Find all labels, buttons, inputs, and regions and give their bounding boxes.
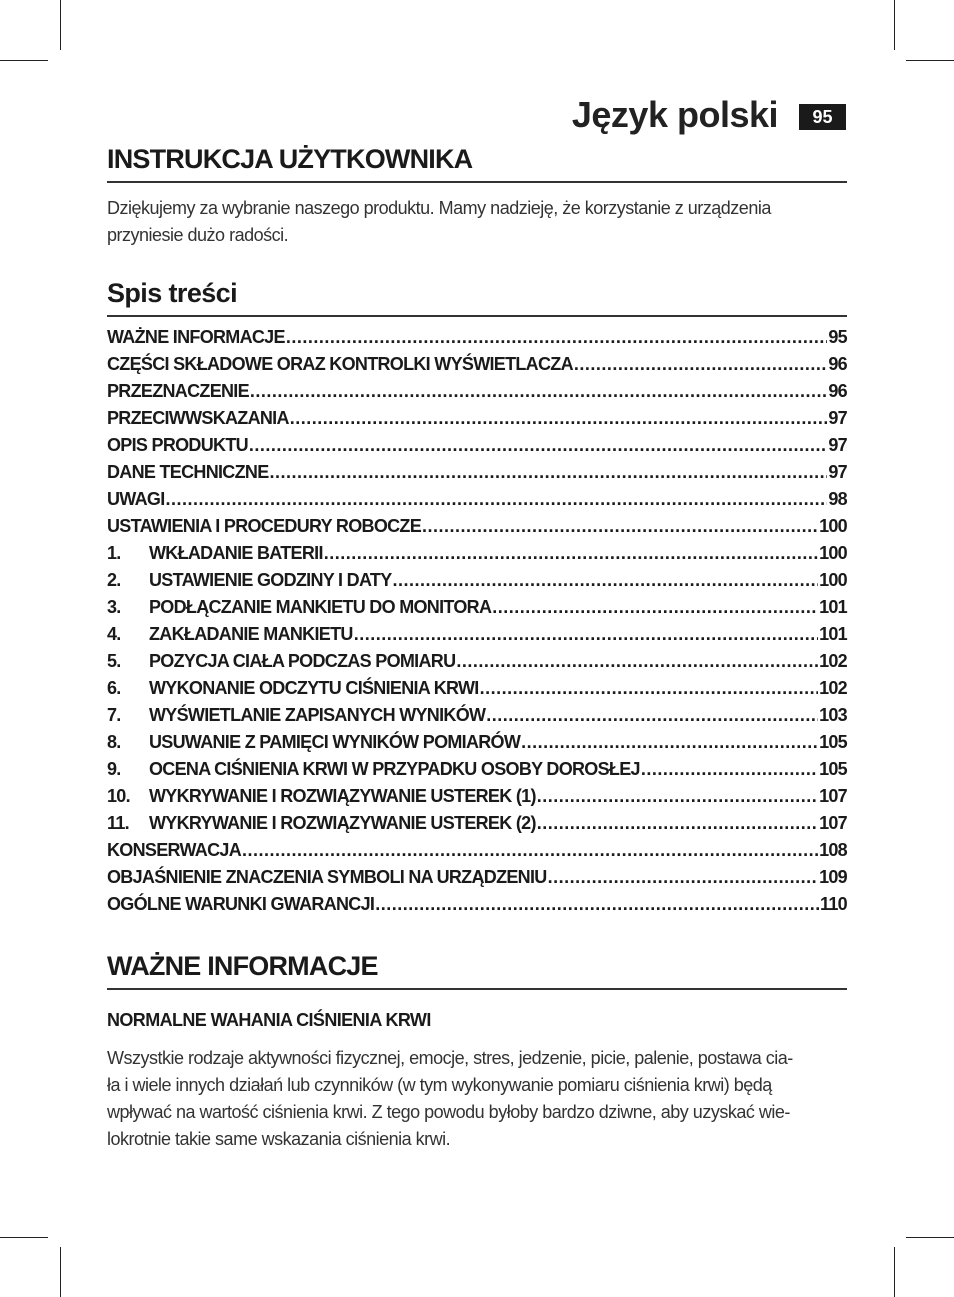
toc-entry-number: 7. [107, 705, 121, 725]
toc-entry-label: OCENA CIŚNIENIA KRWI W PRZYPADKU OSOBY DOROSŁEJ [149, 759, 640, 779]
toc-entry[interactable] [107, 651, 847, 678]
toc-dot-leader [574, 354, 828, 375]
toc-entry[interactable] [107, 786, 847, 813]
toc-entry-page: 102 [819, 651, 847, 671]
toc-section [107, 278, 847, 921]
toc-entry-label: WYKONANIE ODCZYTU CIŚNIENIA KRWI [149, 678, 479, 698]
toc-entry-label: OBJAŚNIENIE ZNACZENIA SYMBOLI NA URZĄDZENIU [107, 867, 547, 887]
toc-entry-number: 2. [107, 570, 121, 590]
toc-entry-label: USUWANIE Z PAMIĘCI WYNIKÓW POMIARÓW [149, 732, 521, 752]
crop-mark [906, 60, 954, 61]
toc-entry-page: 97 [828, 408, 847, 428]
intro-section [107, 144, 847, 249]
toc-entry-label: USTAWIENIA I PROCEDURY ROBOCZE [107, 516, 422, 536]
toc-entry-label: UWAGI [107, 489, 165, 509]
crop-mark [0, 60, 48, 61]
toc-entry-label: PRZECIWWSKAZANIA [107, 408, 289, 428]
toc-entry-number: 3. [107, 597, 121, 617]
toc-entry-label: CZĘŚCI SKŁADOWE ORAZ KONTROLKI WYŚWIETLACZA [107, 354, 573, 374]
toc-entry[interactable] [107, 435, 847, 462]
toc-dot-leader [456, 651, 818, 672]
important-title: WAŻNE INFORMACJE [107, 951, 847, 990]
toc-entry-label: POZYCJA CIAŁA PODCZAS POMIARU [149, 651, 456, 671]
important-paragraph [107, 1045, 847, 1153]
toc-entry-page: 95 [828, 327, 847, 347]
crop-mark [894, 1247, 895, 1297]
paragraph-line: wpływać na wartość ciśnienia krwi. Z tego powodu byłoby bardzo dziwne, aby uzyskać wie- [107, 1102, 790, 1122]
toc-entry-label: ZAKŁADANIE MANKIETU [149, 624, 353, 644]
toc-dot-leader [166, 489, 828, 510]
paragraph-line: lokrotnie takie same wskazania ciśnienia krwi. [107, 1129, 451, 1149]
toc-dot-leader [250, 381, 827, 402]
toc-entry-label: WYKRYWANIE I ROZWIĄZYWANIE USTEREK (2) [149, 813, 536, 833]
toc-entry-label: KONSERWACJA [107, 840, 241, 860]
toc-entry-page: 96 [828, 354, 847, 374]
toc-dot-leader [492, 597, 818, 618]
toc-entry[interactable] [107, 732, 847, 759]
toc-entry[interactable] [107, 867, 847, 894]
toc-entry[interactable] [107, 894, 847, 921]
toc-entry[interactable] [107, 624, 847, 651]
toc-dot-leader [290, 408, 828, 429]
toc-entry[interactable] [107, 381, 847, 408]
toc-entry-page: 102 [819, 678, 847, 698]
important-section [107, 951, 847, 1153]
toc-entry-number: 8. [107, 732, 121, 752]
toc-entry[interactable] [107, 813, 847, 840]
toc-entry-page: 103 [819, 705, 847, 725]
toc-entry-page: 107 [819, 786, 847, 806]
toc-entry[interactable] [107, 516, 847, 543]
paragraph-line: ła i wiele innych działań lub czynników (w tym wykonywanie pomiaru ciśnienia krwi) będą [107, 1075, 772, 1095]
toc-entry-number: 10. [107, 786, 130, 806]
toc-dot-leader [486, 705, 818, 726]
toc-dot-leader [249, 435, 827, 456]
toc-dot-leader [242, 840, 818, 861]
toc-dot-leader [324, 543, 818, 564]
toc-entry-page: 101 [819, 624, 847, 644]
toc-entry-page: 100 [819, 516, 847, 536]
toc-dot-leader [354, 624, 818, 645]
toc-dot-leader [548, 867, 818, 888]
toc-entry[interactable] [107, 705, 847, 732]
toc-entry-label: DANE TECHNICZNE [107, 462, 269, 482]
toc-entry[interactable] [107, 678, 847, 705]
toc-dot-leader [286, 327, 828, 348]
toc-entry-number: 9. [107, 759, 121, 779]
crop-mark [906, 1237, 954, 1238]
toc-entry-label: WKŁADANIE BATERII [149, 543, 323, 563]
crop-mark [60, 1247, 61, 1297]
toc-entry-page: 100 [819, 570, 847, 590]
toc-entry-label: OPIS PRODUKTU [107, 435, 248, 455]
toc-entry[interactable] [107, 597, 847, 624]
toc-dot-leader [270, 462, 828, 483]
toc-entry[interactable] [107, 327, 847, 354]
toc-entry-label: WYŚWIETLANIE ZAPISANYCH WYNIKÓW [149, 705, 486, 725]
toc-entry-number: 6. [107, 678, 121, 698]
toc-entry[interactable] [107, 840, 847, 867]
toc-dot-leader [521, 732, 818, 753]
toc-entry-label: PODŁĄCZANIE MANKIETU DO MONITORA [149, 597, 492, 617]
toc-entry-number: 11. [107, 813, 129, 833]
toc-entry-page: 107 [819, 813, 847, 833]
toc-entry[interactable] [107, 570, 847, 597]
toc-dot-leader [393, 570, 819, 591]
toc-entry-number: 1. [107, 543, 121, 563]
toc-entry[interactable] [107, 759, 847, 786]
toc-entry-label: WAŻNE INFORMACJE [107, 327, 285, 347]
paragraph-line: Wszystkie rodzaje aktywności fizycznej, emocje, stres, jedzenie, picie, palenie, postawa cia- [107, 1048, 793, 1068]
toc-entry-page: 110 [820, 894, 847, 914]
crop-mark [894, 0, 895, 50]
toc-dot-leader [537, 813, 818, 834]
toc-dot-leader [375, 894, 819, 915]
page-number-badge: 95 [799, 104, 846, 130]
toc-dot-leader [422, 516, 818, 537]
toc-entry-label: USTAWIENIE GODZINY I DATY [149, 570, 392, 590]
toc-entry-page: 97 [828, 462, 847, 482]
toc-entry-number: 4. [107, 624, 121, 644]
toc-entry-label: OGÓLNE WARUNKI GWARANCJI [107, 894, 375, 914]
toc-entry-page: 96 [828, 381, 847, 401]
toc-list [107, 327, 847, 921]
crop-mark [60, 0, 61, 50]
toc-entry[interactable] [107, 462, 847, 489]
toc-dot-leader [480, 678, 818, 699]
toc-entry-page: 101 [819, 597, 847, 617]
crop-mark [0, 1237, 48, 1238]
toc-entry-page: 98 [828, 489, 847, 509]
toc-entry[interactable] [107, 354, 847, 381]
toc-entry-page: 108 [819, 840, 847, 860]
toc-entry-label: PRZEZNACZENIE [107, 381, 249, 401]
intro-text: Dziękujemy za wybranie naszego produktu. Mamy nadzieję, że korzystanie z urządzenia przyniesie dużo radości. [107, 198, 771, 245]
toc-entry-page: 97 [828, 435, 847, 455]
toc-entry-page: 100 [819, 543, 847, 563]
toc-entry-number: 5. [107, 651, 121, 671]
toc-entry-page: 105 [819, 732, 847, 752]
toc-entry-label: WYKRYWANIE I ROZWIĄZYWANIE USTEREK (1) [149, 786, 536, 806]
toc-dot-leader [641, 759, 818, 780]
toc-entry[interactable] [107, 543, 847, 570]
subsection-title: NORMALNE WAHANIA CIŚNIENIA KRWI [107, 1010, 431, 1030]
toc-entry[interactable] [107, 489, 847, 516]
toc-entry-page: 109 [819, 867, 847, 887]
manual-title: INSTRUKCJA UŻYTKOWNIKA [107, 144, 847, 183]
toc-title: Spis treści [107, 278, 847, 317]
toc-entry[interactable] [107, 408, 847, 435]
language-title: Język polski [571, 94, 778, 135]
toc-entry-page: 105 [819, 759, 847, 779]
toc-dot-leader [537, 786, 818, 807]
